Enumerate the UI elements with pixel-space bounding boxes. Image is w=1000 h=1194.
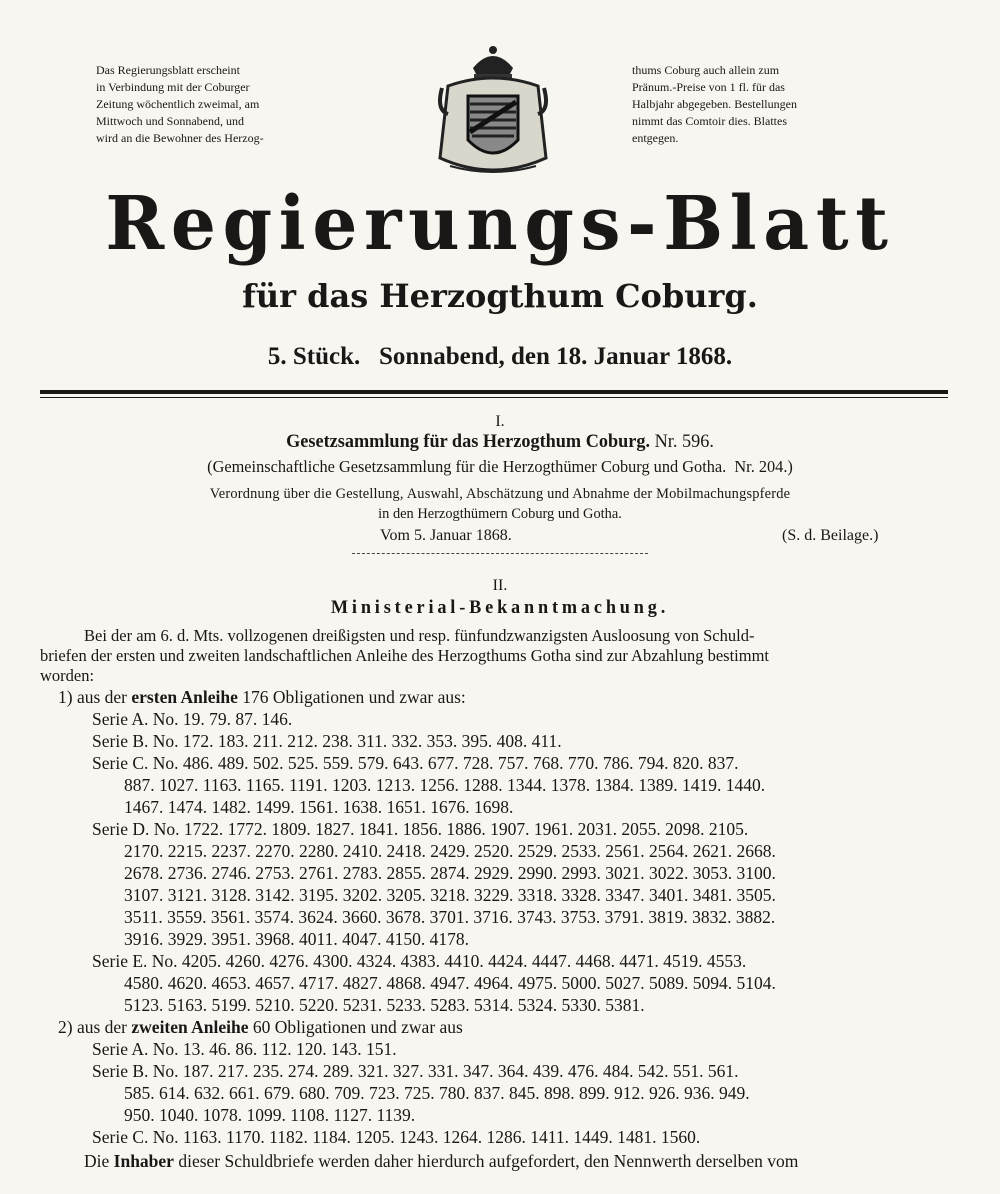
note-line: nimmt das Comtoir dies. Blattes [632, 114, 787, 128]
note-line: Mittwoch und Sonnabend, und [96, 114, 244, 128]
section-heading [20, 430, 980, 454]
serie-line: Serie B. No. 187. 217. 235. 274. 289. 321. 327. 331. 347. 364. 439. 476. 484. 542. 551. 561. [92, 1061, 739, 1081]
intro-line: briefen der ersten und zweiten landschaftlichen Anleihe des Herzogthums Gotha sind zur Abzahlung bestimmt [40, 646, 769, 665]
note-line: in Verbindung mit der Coburger [96, 80, 250, 94]
serie-line: 3511. 3559. 3561. 3574. 3624. 3660. 3678. 3701. 3716. 3743. 3753. 3791. 3819. 3832. 3882. [124, 907, 776, 927]
section-subheading: (Gemeinschaftliche Gesetzsammlung für die Herzogthümer Coburg und Gotha. Nr. 204.) [207, 457, 793, 476]
supplement-note: (S. d. Beilage.) [782, 527, 879, 544]
loan-prefix: 2) aus der [58, 1017, 128, 1037]
serie-line: Serie A. No. 19. 79. 87. 146. [92, 709, 293, 729]
note-line: wird an die Bewohner des Herzog- [96, 131, 264, 145]
serie-line: Serie D. No. 1722. 1772. 1809. 1827. 1841. 1856. 1886. 1907. 1961. 2031. 2055. 2098. 2105. [92, 819, 749, 839]
loan-heading [58, 686, 466, 708]
section-heading: Ministerial-Bekanntmachung. [330, 597, 670, 618]
serie-line: 950. 1040. 1078. 1099. 1108. 1127. 1139. [124, 1105, 416, 1125]
note-line: Das Regierungsblatt erscheint [96, 63, 240, 77]
masthead-right-note [632, 62, 900, 147]
loan-heading [58, 1016, 463, 1038]
note-line: Zeitung wöchentlich zweimal, am [96, 97, 260, 111]
newspaper-title: Regierungs-Blatt [105, 181, 895, 267]
loan-suffix: 176 Obligationen und zwar aus: [242, 687, 466, 707]
note-line: entgegen. [632, 131, 679, 145]
section-divider [352, 553, 648, 554]
issue-line: 5. Stück. Sonnabend, den 18. Januar 1868. [267, 343, 733, 370]
note-line: Pränum.-Preise von 1 fl. für das [632, 80, 785, 94]
serie-line: 887. 1027. 1163. 1165. 1191. 1203. 1213. 1256. 1288. 1344. 1378. 1384. 1389. 1419. 1440. [124, 775, 766, 795]
newspaper-subtitle: für das Herzogthum Coburg. [242, 277, 758, 315]
serie-line: Serie A. No. 13. 46. 86. 112. 120. 143. 151. [92, 1039, 397, 1059]
serie-line: 585. 614. 632. 661. 679. 680. 709. 723. 725. 780. 837. 845. 898. 899. 912. 926. 936. 949. [124, 1083, 750, 1103]
serie-line: 2678. 2736. 2746. 2753. 2761. 2783. 2855. 2874. 2929. 2990. 2993. 3021. 3022. 3053. 3100. [124, 863, 776, 883]
note-line: Halbjahr abgegeben. Bestellungen [632, 97, 797, 111]
serie-line: 3916. 3929. 3951. 3968. 4011. 4047. 4150. 4178. [124, 929, 469, 949]
heading-number: Nr. 596. [654, 431, 714, 452]
section-number: I. [495, 413, 505, 430]
ordinance-line: Verordnung über die Gestellung, Auswahl, Abschätzung und Abnahme der Mobilmachungspferde [209, 486, 791, 502]
serie-line: 3107. 3121. 3128. 3142. 3195. 3202. 3205. 3218. 3229. 3318. 3328. 3347. 3401. 3481. 3505. [124, 885, 776, 905]
ordinance-line: in den Herzogthümern Coburg und Gotha. [378, 506, 622, 522]
header-rule [40, 390, 948, 394]
closing-bold: Inhaber [113, 1151, 174, 1171]
loan-prefix: 1) aus der [58, 687, 128, 707]
header-rule-thin [40, 397, 948, 398]
section-number: II. [492, 577, 508, 594]
heading-bold: Gesetzsammlung für das Herzogthum Coburg. [286, 431, 651, 452]
serie-line: 4580. 4620. 4653. 4657. 4717. 4827. 4868. 4947. 4964. 4975. 5000. 5027. 5089. 5094. 5104. [124, 973, 776, 993]
serie-line: Serie C. No. 486. 489. 502. 525. 559. 579. 643. 677. 728. 757. 768. 770. 786. 794. 820. 837. [92, 753, 739, 773]
ordinance-date: Vom 5. Januar 1868. [380, 527, 512, 544]
loan-name: ersten Anleihe [131, 687, 238, 707]
masthead-left-note [96, 62, 376, 147]
serie-line: Serie E. No. 4205. 4260. 4276. 4300. 4324. 4383. 4410. 4424. 4447. 4468. 4471. 4519. 4553. [92, 951, 747, 971]
serie-line: 5123. 5163. 5199. 5210. 5220. 5231. 5233. 5283. 5314. 5324. 5330. 5381. [124, 995, 645, 1015]
note-line: thums Coburg auch allein zum [632, 63, 780, 77]
serie-line: Serie C. No. 1163. 1170. 1182. 1184. 1205. 1243. 1264. 1286. 1411. 1449. 1481. 1560. [92, 1127, 701, 1147]
loan-suffix: 60 Obligationen und zwar aus [252, 1017, 463, 1037]
closing-rest: dieser Schuldbriefe werden daher hierdurch aufgefordert, den Nennwerth derselben vom [178, 1151, 799, 1171]
closing-line [84, 1150, 798, 1172]
serie-line: Serie B. No. 172. 183. 211. 212. 238. 311. 332. 353. 395. 408. 411. [92, 731, 562, 751]
loan-name: zweiten Anleihe [131, 1017, 249, 1037]
serie-line: 1467. 1474. 1482. 1499. 1561. 1638. 1651. 1676. 1698. [124, 797, 514, 817]
intro-line: worden: [40, 666, 95, 685]
coat-of-arms-icon [428, 40, 558, 182]
closing-prefix: Die [84, 1151, 110, 1171]
serie-line: 2170. 2215. 2237. 2270. 2280. 2410. 2418. 2429. 2520. 2529. 2533. 2561. 2564. 2621. 2668. [124, 841, 776, 861]
intro-line: Bei der am 6. d. Mts. vollzogenen dreißigsten und resp. fünfundzwanzigsten Ausloosung von Schuld- [84, 626, 755, 645]
